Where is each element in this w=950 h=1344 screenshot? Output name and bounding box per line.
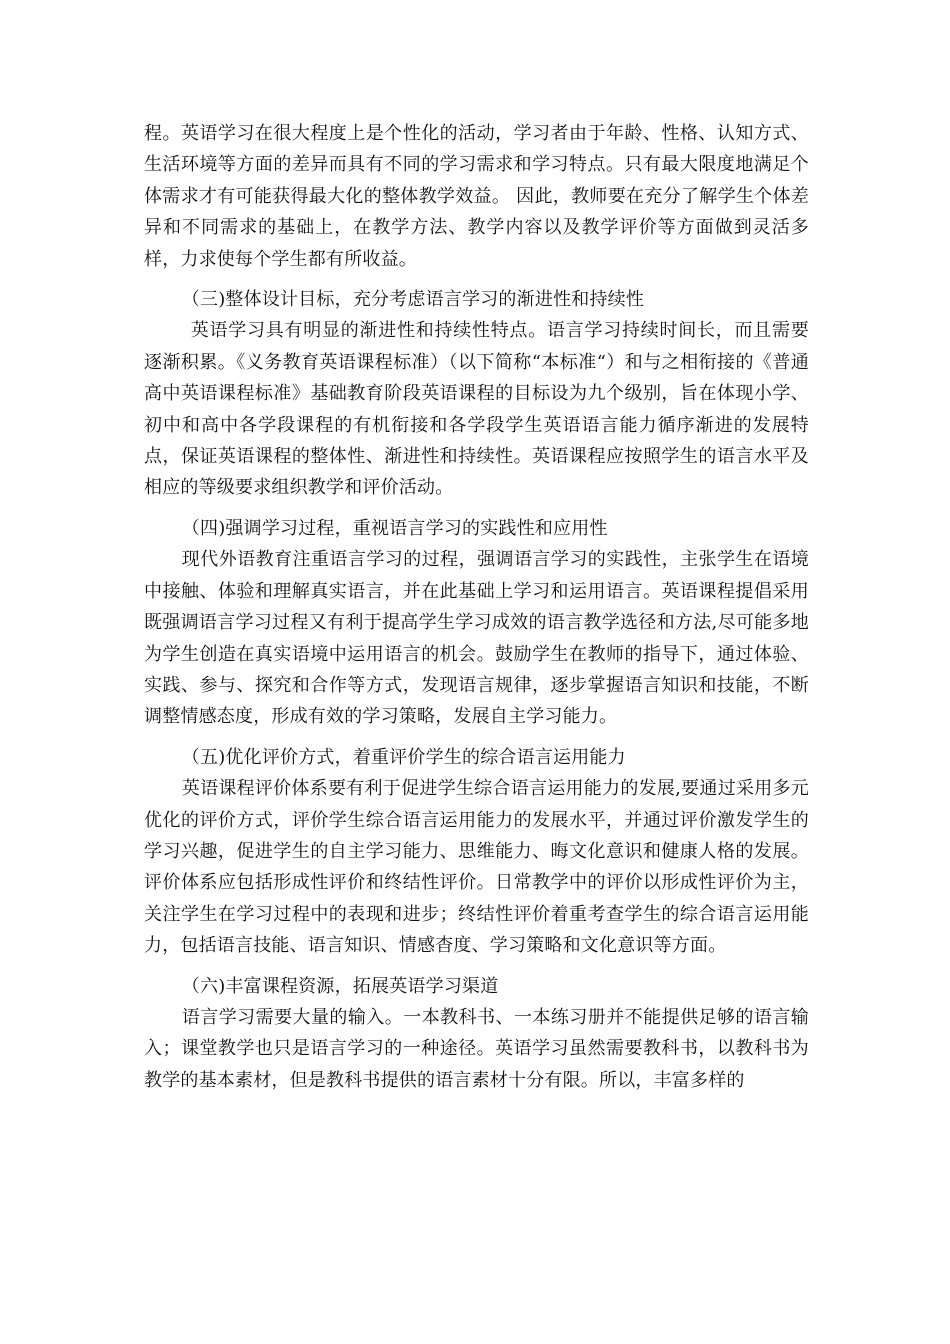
- intro-paragraph: 程。英语学习在很大程度上是个性化的活动，学习者由于年龄、性格、认知方式、生活环境等方面的差异而具有不同的学习需求和学习特点。只有最大限度地满足个体需求才有可能获得最大化的整体教学效益。 因此，教师要在充分了解学生个体差异和不同需求的基础上，在教学方法、教学内容以及教学评价等方面做到灵活多样，力求使每个学生都有所收益。: [144, 123, 809, 270]
- spacer: [144, 275, 809, 284]
- spacer: [144, 733, 809, 742]
- section-body-6: 语言学习需要大量的输入。一本教科书、一本练习册并不能提供足够的语言输入；课堂教学也只是语言学习的一种途径。英语学习虽然需要教科书，以教科书为教学的基本素材，但是教科书提供的语言素材十分有限。所以，丰富多样的: [144, 1006, 809, 1091]
- section-heading-3: （三)整体设计目标，充分考虑语言学习的渐进性和持续性: [181, 289, 645, 311]
- section-heading-5: （五)优化评价方式，着重评价学生的综合语言运用能力: [181, 746, 626, 768]
- spacer: [144, 504, 809, 513]
- section-heading-4: （四)强调学习过程，重视语言学习的实践性和应用性: [181, 517, 608, 539]
- section-heading-6: （六)丰富课程资源，拓展英语学习渠道: [181, 975, 499, 997]
- document-page: [144, 118, 809, 1096]
- section-body-3: 英语学习具有明显的渐进性和持续性特点。语言学习持续时间长，而且需要逐渐积累。《义务教育英语课程标准）（以下简称“本标准“）和与之相衔接的《普通高中英语课程标准》基础教育阶段英语课程的目标设为九个级别，旨在体现小学、初中和高中各学段课程的有机衔接和各学段学生英语语言能力循序渐进的发展特点，保证英语课程的整体性、渐进性和持续性。英语课程应按照学生的语言水平及相应的等级要求组织教学和评价活动。: [144, 320, 809, 499]
- section-body-4: 现代外语教育注重语言学习的过程，强调语言学习的实践性，主张学生在语境中接触、体验和理解真实语言，并在此基础上学习和运用语言。英语课程提倡采用既强调语言学习过程又有利于提高学生学习成效的语言教学选径和方法,尽可能多地为学生创造在真实语境中运用语言的机会。鼓励学生在教师的指导下，通过体验、实践、参与、探究和合作等方式，发现语言规律，逐步掌握语言知识和技能，不断调整情感态度，形成有效的学习策略，发展自主学习能力。: [144, 549, 809, 728]
- spacer: [144, 962, 809, 971]
- section-body-5: 英语课程评价体系要有利于促进学生综合语言运用能力的发展,要通过采用多元优化的评价方式，评价学生综合语言运用能力的发展水平，并通过评价激发学生的学习兴趣，促进学生的自主学习能力、思维能力、晦文化意识和健康人格的发展。评价体系应包括形成性评价和终结性评价。日常教学中的评价以形成性评价为主，关注学生在学习过程中的表现和进步；终结性评价着重考查学生的综合语言运用能力，包括语言技能、语言知识、情感杳度、学习策略和文化意识等方面。: [144, 778, 809, 957]
